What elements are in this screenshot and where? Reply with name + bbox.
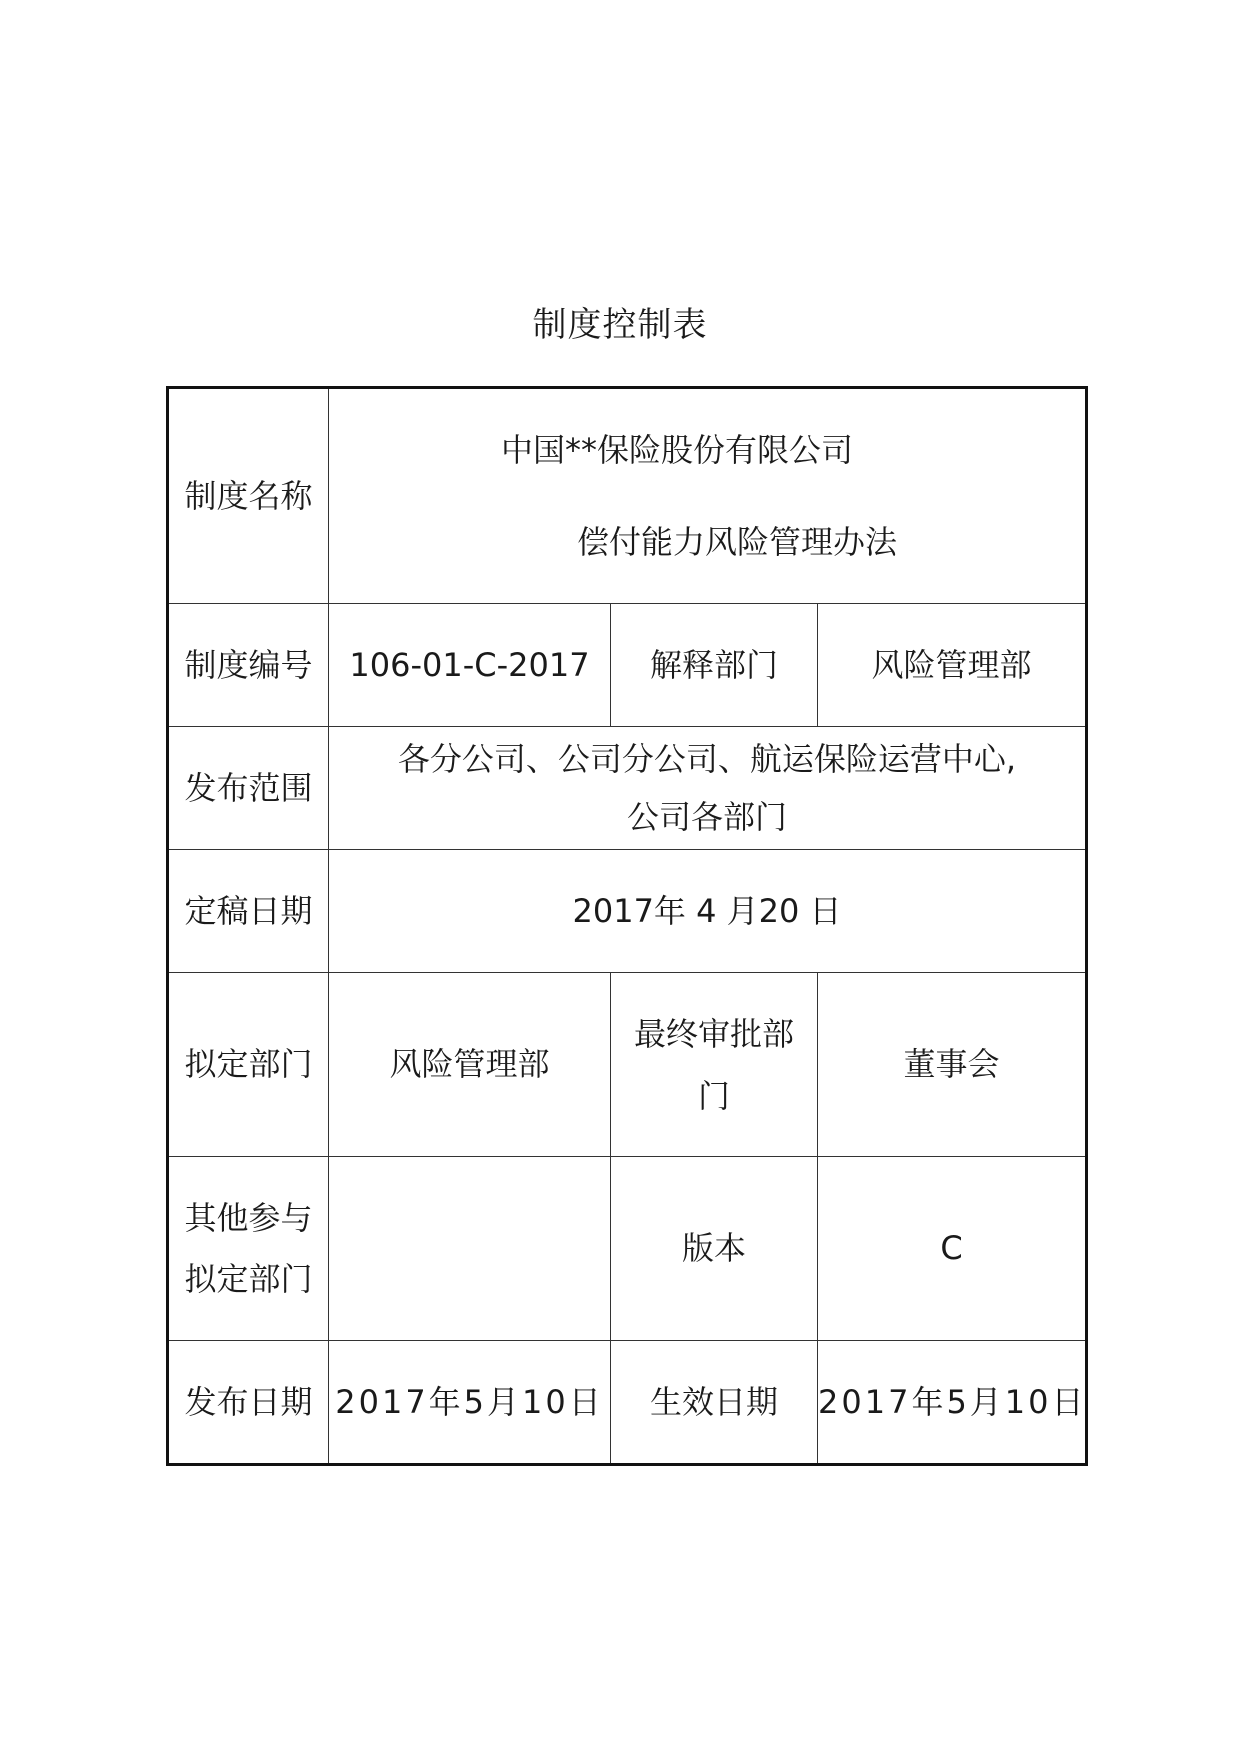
finalized-date-label: 定稿日期 (168, 850, 329, 973)
row-drafting-dept (168, 973, 1087, 1157)
row-scope (168, 727, 1087, 850)
other-depts-value (329, 1157, 611, 1341)
final-approval-label-line-2: 门 (697, 1076, 730, 1115)
drafting-dept-value: 风险管理部 (329, 973, 611, 1157)
version-value: C (818, 1157, 1087, 1341)
control-table (166, 386, 1088, 1466)
policy-name-company: 中国**保险股份有限公司 (501, 431, 854, 469)
effective-date-label: 生效日期 (611, 1341, 818, 1465)
final-approval-dept-label (611, 973, 818, 1157)
policy-name-label: 制度名称 (168, 388, 329, 604)
row-policy-name (168, 388, 1087, 604)
row-dates (168, 1341, 1087, 1465)
scope-line-2: 公司各部门 (627, 798, 788, 836)
scope-value (329, 727, 1087, 850)
publish-date-label: 发布日期 (168, 1341, 329, 1465)
final-approval-label-line-1: 最终审批部 (633, 1014, 794, 1053)
interpreting-dept-label: 解释部门 (611, 604, 818, 727)
other-depts-label (168, 1157, 329, 1341)
scope-line-1: 各分公司、公司分公司、航运保险运营中心, (397, 740, 1017, 778)
row-finalized-date (168, 850, 1087, 973)
interpreting-dept-value: 风险管理部 (818, 604, 1087, 727)
final-approval-dept-value: 董事会 (818, 973, 1087, 1157)
other-depts-label-line-1: 其他参与 (184, 1198, 313, 1237)
policy-name-title: 偿付能力风险管理办法 (577, 523, 898, 561)
policy-name-value (329, 388, 1087, 604)
policy-number-value: 106-01-C-2017 (329, 604, 611, 727)
page-title: 制度控制表 (532, 305, 708, 345)
row-other-depts (168, 1157, 1087, 1341)
policy-number-label: 制度编号 (168, 604, 329, 727)
drafting-dept-label: 拟定部门 (168, 973, 329, 1157)
row-policy-number (168, 604, 1087, 727)
other-depts-label-line-2: 拟定部门 (184, 1259, 313, 1298)
scope-label: 发布范围 (168, 727, 329, 850)
effective-date-value: 2017年5月10日 (818, 1341, 1087, 1465)
finalized-date-value: 2017年 4 月20 日 (329, 850, 1087, 973)
publish-date-value: 2017年5月10日 (329, 1341, 611, 1465)
version-label: 版本 (611, 1157, 818, 1341)
